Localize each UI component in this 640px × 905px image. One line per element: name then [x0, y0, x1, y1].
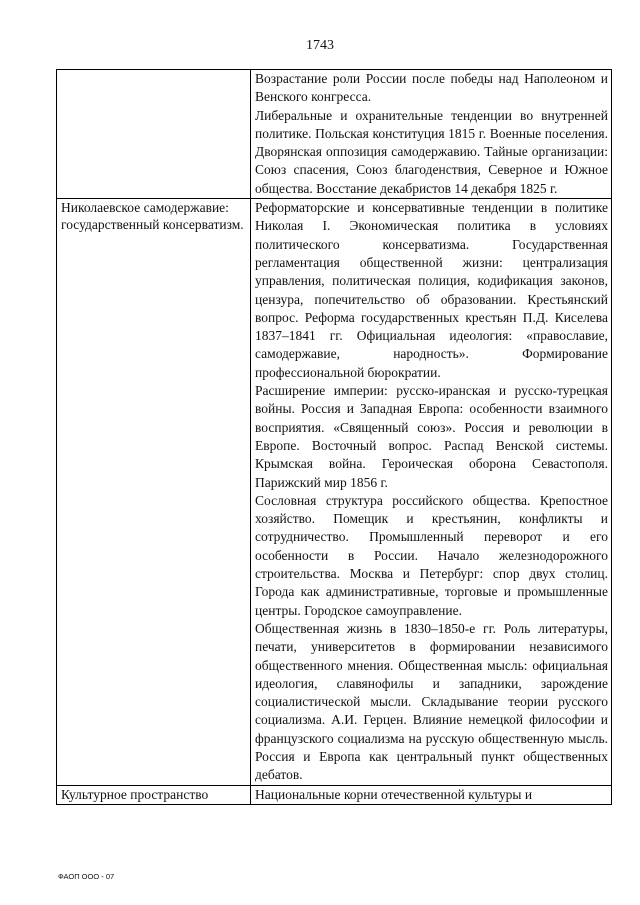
content-cell [251, 199, 612, 786]
table-row [57, 199, 612, 786]
footer-code: ФАОП ООО - 07 [58, 872, 115, 881]
table-row [57, 70, 612, 199]
content-paragraph: Общественная жизнь в 1830–1850-е гг. Роль литературы, печати, университетов в формировании независимого общественного мнения. Общественная мысль: официальная идеология, славянофилы и западники, зарождение социалистической мысли. Складывание теории русского социализма. А.И. Герцен. Влияние немецкой философии и французского социализма на русскую общественную мысль. Россия и Европа как центральный пункт общественных дебатов. [255, 620, 608, 783]
topic-cell [57, 785, 251, 804]
content-paragraph: Возрастание роли России после победы над Наполеоном и Венского конгресса. [255, 71, 608, 105]
content-paragraph: Расширение империи: русско-иранская и русско-турецкая войны. Россия и Западная Европа: особенности взаимного восприятия. «Священный союз». Россия и революции в Европе. Восточный вопрос. Распад Венской системы. Крымская война. Героическая оборона Севастополя. Парижский мир 1856 г. [255, 383, 608, 490]
topic-cell: Николаевское самодержавие: государственный консерватизм. [57, 199, 251, 786]
table-row [57, 785, 612, 804]
content-cell [251, 785, 612, 804]
content-paragraph: Либеральные и охранительные тенденции во внутренней политике. Польская конституция 1815 г. Военные поселения. Дворянская оппозиция самодержавию. Тайные организации: Союз спасения, Союз благоденствия, Северное и Южное общества. Восстание декабристов 14 декабря 1825 г. [255, 107, 608, 196]
syllabus-table [56, 69, 612, 805]
topic-text: Культурное пространство [61, 786, 209, 802]
content-paragraph: Сословная структура российского общества. Крепостное хозяйство. Помещик и крестьянин, конфликты и сотрудничество. Промышленный переворот и его особенности в России. Начало железнодорожного строительства. Москва и Петербург: спор двух столиц. Города как административные, торговые и промышленные центры. Городское самоуправление. [255, 492, 608, 618]
content-paragraph: Реформаторские и консервативные тенденции в политике Николая I. Экономическая политика в условиях политического консерватизма. Государственная регламентация общественной жизни: централизация управления, политическая полиция, кодификация законов, цензура, попечительство об образовании. Крестьянский вопрос. Реформа государственных крестьян П.Д. Киселева 1837–1841 гг. Официальная идеология: «православие, самодержавие, народность». Формирование профессиональной бюрократии. [255, 200, 608, 380]
content-cell [251, 70, 612, 199]
content-paragraph: Национальные корни отечественной культуры и [255, 786, 533, 802]
topic-cell [57, 70, 251, 199]
page-number: 1743 [306, 38, 334, 53]
